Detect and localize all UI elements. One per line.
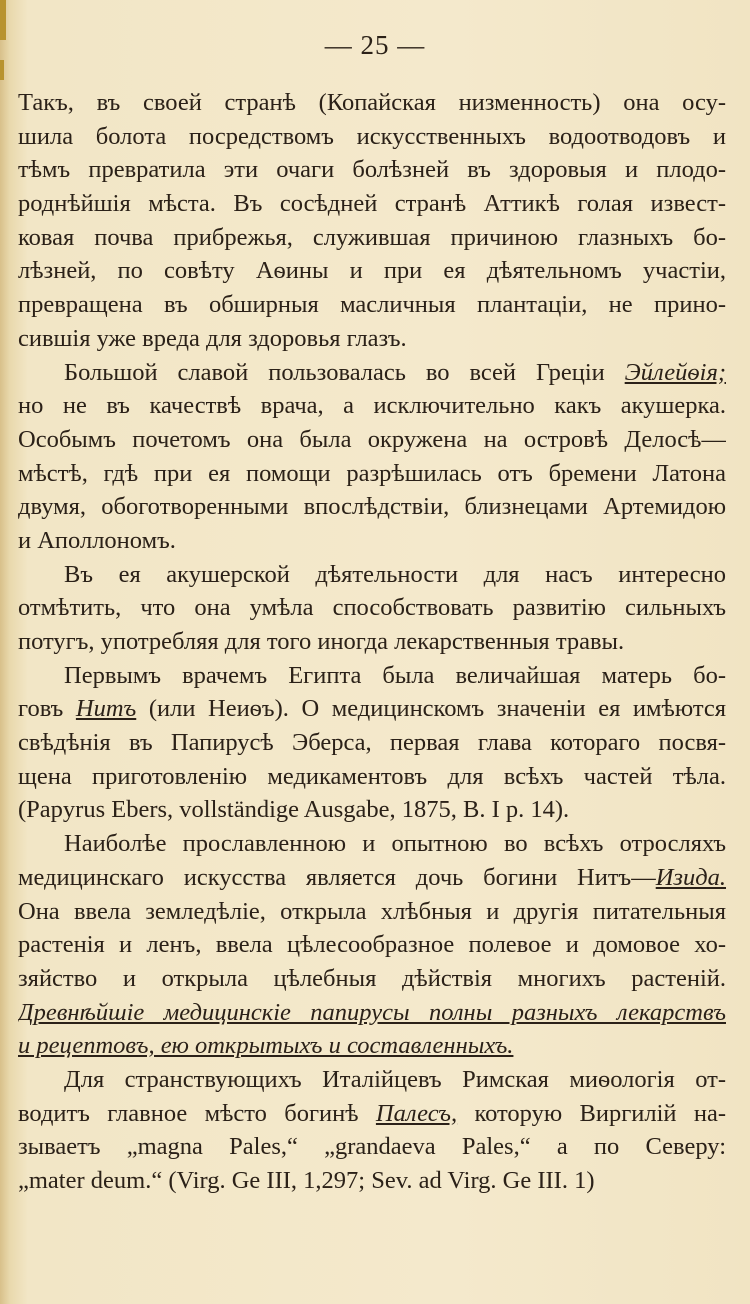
text-segment: мѣстѣ, гдѣ при ея помощи разрѣшилась отъ бремени Латона	[18, 459, 726, 487]
text-line	[18, 861, 726, 895]
text-segment: медицинскаго искусства является дочь богини Нитъ—	[18, 863, 656, 891]
text-line	[18, 254, 726, 288]
text-segment: Въ ея акушерской дѣятельности для насъ интересно	[64, 560, 726, 588]
text-line	[18, 760, 726, 794]
text-line	[18, 895, 726, 929]
text-segment: (Papyrus Ebers, vollständige Ausgabe, 1875, B. I p. 14).	[18, 796, 570, 824]
paragraph	[18, 659, 726, 827]
italic-text: Эйлейѳія;	[624, 358, 726, 386]
text-segment: растенія и ленъ, ввела цѣлесообразное полевое и домовое хо-	[18, 931, 726, 959]
text-line	[18, 1164, 726, 1198]
italic-text: Палесъ,	[375, 1099, 458, 1127]
text-segment: роднѣйшія мѣста. Въ сосѣдней странѣ Аттикѣ голая извест-	[18, 190, 726, 218]
text-segment: говъ	[18, 695, 76, 723]
text-segment: щена приготовленію медикаментовъ для всѣхъ частей тѣла.	[18, 762, 726, 790]
text-segment: сившія уже вреда для здоровья глазъ.	[18, 324, 407, 352]
text-line	[18, 86, 726, 120]
italic-text: Изида.	[655, 863, 726, 891]
text-segment: лѣзней, по совѣту Аѳины и при ея дѣятельномъ участіи,	[18, 257, 726, 285]
text-line	[18, 389, 726, 423]
text-line	[18, 793, 726, 827]
text-segment: двумя, обоготворенными впослѣдствіи, близнецами Артемидою	[18, 493, 726, 521]
text-line	[18, 692, 726, 726]
italic-text: и рецептовъ, ею открытыхъ и составленныхъ.	[18, 1032, 514, 1060]
text-segment: превращена въ обширныя масличныя плантаціи, не прино-	[18, 291, 726, 319]
text-segment: потугъ, употребляя для того иногда лекарственныя травы.	[18, 628, 625, 655]
text-line	[18, 962, 726, 996]
spine-shadow	[0, 60, 4, 80]
text-line	[18, 625, 726, 659]
text-segment: (или Неиѳъ). О медицинскомъ значеніи ея имѣются	[136, 695, 726, 723]
text-line	[18, 153, 726, 187]
text-segment: Для странствующихъ Италійцевъ Римская миѳологія от-	[64, 1065, 726, 1093]
text-line	[18, 120, 726, 154]
paragraph	[18, 1063, 726, 1198]
text-line	[18, 322, 726, 356]
text-segment: Первымъ врачемъ Египта была величайшая матерь бо-	[64, 661, 726, 689]
text-segment: Большой славой пользовалась во всей Греціи	[64, 358, 625, 386]
text-line	[18, 1130, 726, 1164]
text-line	[18, 1063, 726, 1097]
text-segment: но не въ качествѣ врача, а исключительно какъ акушерка.	[18, 392, 726, 420]
text-segment: шила болота посредствомъ искусственныхъ водоотводовъ и	[18, 122, 726, 150]
text-line	[18, 288, 726, 322]
text-line	[18, 659, 726, 693]
text-line	[18, 221, 726, 255]
text-segment: зываетъ „magna Pales,“ „grandaeva Pales,“ а по Северу:	[18, 1133, 726, 1161]
text-line	[18, 996, 726, 1030]
text-line	[18, 187, 726, 221]
paragraph	[18, 356, 726, 558]
text-segment: „mater deum.“ (Virg. Ge III, 1,297; Sev. ad Virg. Ge III. 1)	[18, 1167, 595, 1194]
text-line	[18, 827, 726, 861]
text-line	[18, 558, 726, 592]
text-segment: которую Виргилій на-	[457, 1099, 726, 1127]
text-line	[18, 928, 726, 962]
italic-text: Древнѣйшіе медицинскіе папирусы полны разныхъ лекарствъ	[18, 998, 726, 1026]
page-body-text	[18, 86, 726, 1198]
text-segment: свѣдѣнія въ Папирусѣ Эберса, первая глава котораго посвя-	[18, 729, 726, 757]
text-line	[18, 1029, 726, 1063]
paragraph	[18, 827, 726, 1063]
text-segment: ковая почва прибрежья, служившая причиною глазныхъ бо-	[18, 223, 726, 251]
text-segment: водитъ главное мѣсто богинѣ	[18, 1099, 376, 1127]
text-line	[18, 423, 726, 457]
text-line	[18, 457, 726, 491]
text-segment: Она ввела земледѣліе, открыла хлѣбныя и другія питательныя	[18, 897, 726, 925]
text-line	[18, 356, 726, 390]
text-segment: Особымъ почетомъ она была окружена на островѣ Делосѣ—	[18, 425, 726, 453]
text-segment: Такъ, въ своей странѣ (Копайская низменность) она осу-	[18, 89, 726, 116]
text-line	[18, 726, 726, 760]
text-line	[18, 591, 726, 625]
text-segment: Наиболѣе прославленною и опытною во всѣхъ отросляхъ	[64, 830, 726, 858]
text-segment: и Аполлономъ.	[18, 526, 176, 554]
text-line	[18, 1097, 726, 1131]
text-segment: тѣмъ превратила эти очаги болѣзней въ здоровыя и плодо-	[18, 156, 726, 184]
page-number: — 25 —	[324, 30, 426, 60]
text-segment: зяйство и открыла цѣлебныя дѣйствія многихъ растеній.	[18, 964, 726, 992]
text-line	[18, 524, 726, 558]
text-line	[18, 490, 726, 524]
paragraph	[18, 86, 726, 356]
text-segment: отмѣтить, что она умѣла способствовать развитію сильныхъ	[18, 594, 726, 622]
italic-text: Нитъ	[75, 695, 137, 723]
paragraph	[18, 558, 726, 659]
